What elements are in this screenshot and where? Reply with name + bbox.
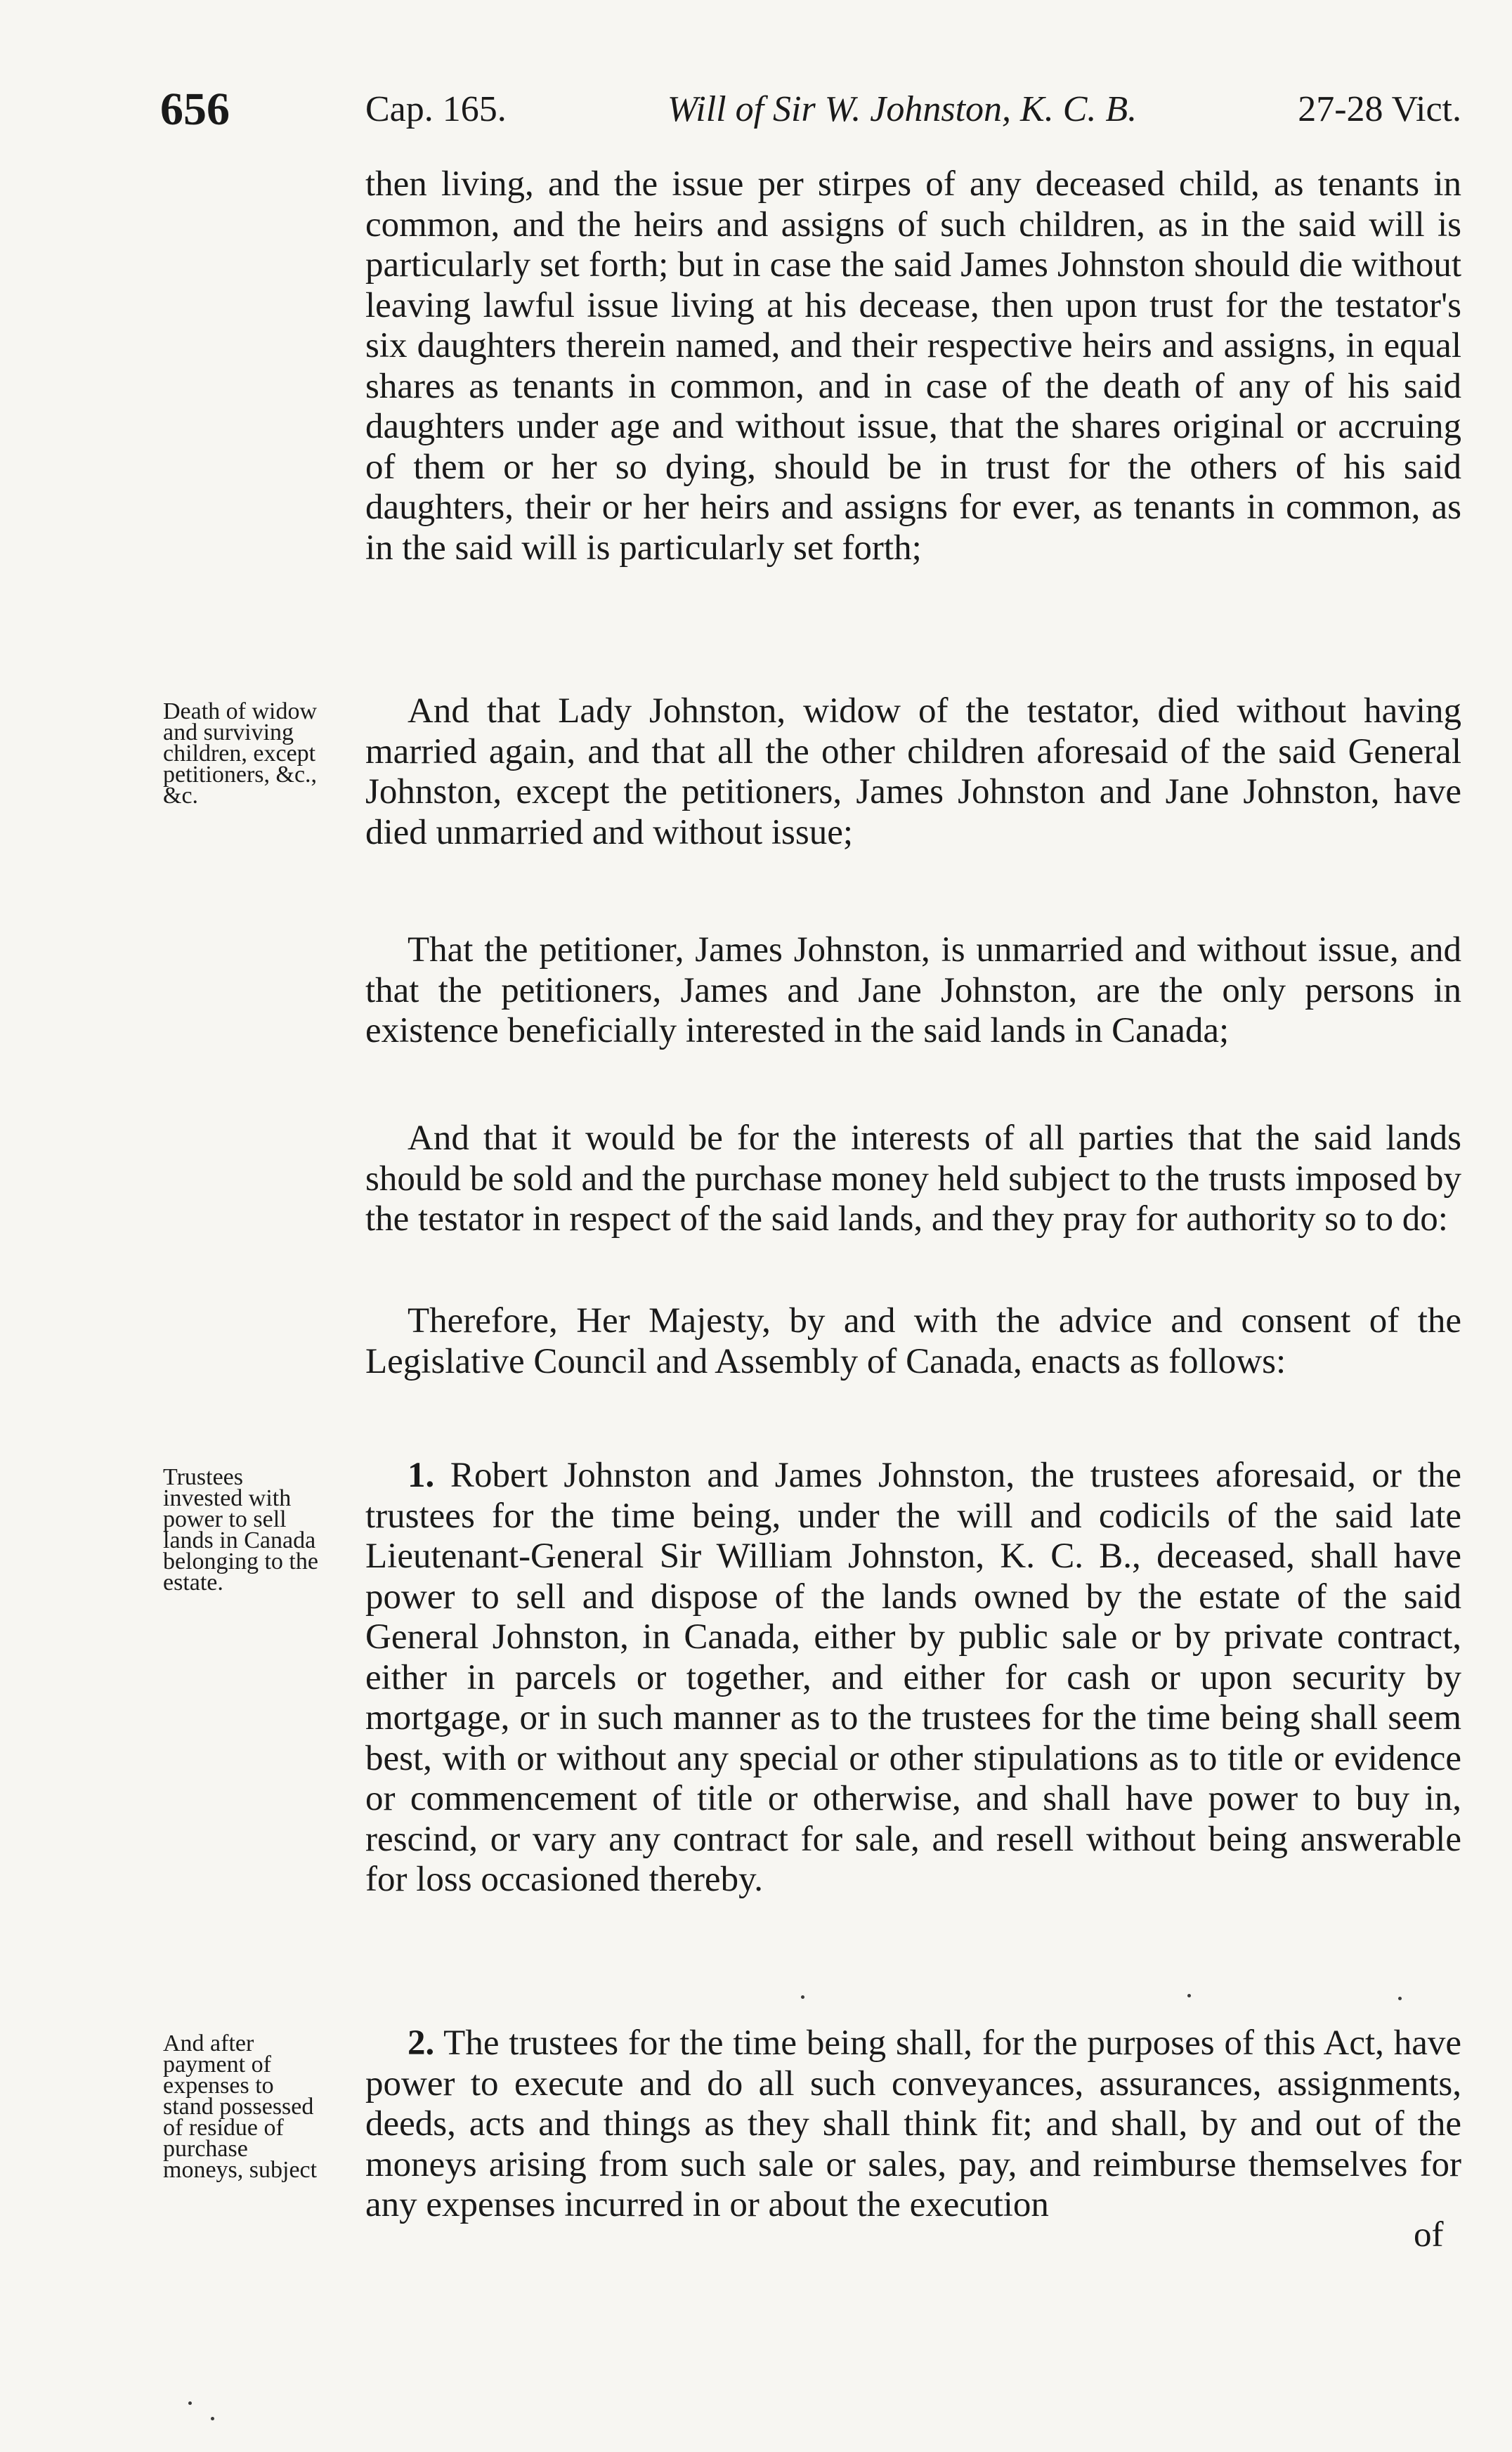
section-2 xyxy=(365,2023,1461,2226)
scan-speck xyxy=(1398,1997,1402,2000)
catchword: of xyxy=(1414,2215,1444,2255)
chapter-number: Cap. 165. xyxy=(365,89,507,129)
section-2-number: 2. xyxy=(408,2023,435,2063)
section-1-text: Robert Johnston and James Johnston, the trustees aforesaid, or the trustees for the time being, under the will and codicils of the said late Lieutenant-General Sir William Johnston, K. C. B., deceased, shall have power to sell and dispose of the lands owned by the estate of the said General Johnston, in Canada, either by public sale or by private contract, either in parcels or together, and either for cash or upon security by mortgage, or in such manner as to the trustees for the time being shall seem best, with or without any special or other stipulations as to title or evidence or commencement of title or otherwise, and shall have power to buy in, rescind, or vary any contract for sale, and resell without being answerable for loss occasioned thereby. xyxy=(365,1456,1461,1899)
paragraph-petitioner-unmarried: That the petitioner, James Johnston, is unmarried and without issue, and that the petitioners, James and Jane Johnston, are the only persons in existence beneficially interested in the said lands in Canada; xyxy=(365,930,1461,1050)
margin-note-death-of-widow: Death of widow and surviving children, except petitioners, &c., &c. xyxy=(163,698,318,809)
paragraph-interests-of-parties: And that it would be for the interests of all parties that the said lands should be sold and the purchase money held subject to the trusts imposed by the testator in respect of the said lands, and they pray for authority so to do: xyxy=(365,1119,1461,1239)
section-2-text: The trustees for the time being shall, for the purposes of this Act, have power to execute and do all such conveyances, assurances, assignments, deeds, acts and things as they shall think fit; and shall, by and out of the moneys arising from such sale or sales, pay, and reimburse themselves for any expenses incurred in or about the execution xyxy=(365,2023,1461,2224)
margin-note-payment-of-expenses: And after payment of expenses to stand possessed of residue of purchase moneys, subject xyxy=(163,2030,318,2183)
margin-note-trustees-power: Trustees invested with power to sell lands in Canada belonging to the estate. xyxy=(163,1464,318,1596)
scan-speck xyxy=(188,2401,192,2405)
paragraph-death-of-widow: And that Lady Johnston, widow of the testator, died without having married again, and that all the other children aforesaid of the said General Johnston, except the petitioners, James Johnston and Jane Johnston, have died unmarried and without issue; xyxy=(365,691,1461,852)
section-1-number: 1. xyxy=(408,1456,435,1495)
scan-speck xyxy=(801,1995,804,1999)
scan-speck xyxy=(1187,1994,1191,1997)
regnal-year: 27-28 Vict. xyxy=(1298,89,1461,129)
running-title: Will of Sir W. Johnston, K. C. B. xyxy=(667,89,1138,129)
paragraph-trust-continuation: then living, and the issue per stirpes of any deceased child, as tenants in common, and the heirs and assigns of such children, as in the said will is particularly set forth; but in case the said James Johnston should die without leaving lawful issue living at his decease, then upon trust for the testator's six daughters therein named, and their respective heirs and assigns, in equal shares as tenants in common, and in case of the death of any of his said daughters under age and without issue, that the shares original or accruing of them or her so dying, should be in trust for the others of his said daughters, their or her heirs and assigns for ever, as tenants in common, as in the said will is particularly set forth; xyxy=(365,164,1461,568)
section-1 xyxy=(365,1456,1461,1900)
scan-speck xyxy=(211,2417,214,2420)
paragraph-enacting-clause: Therefore, Her Majesty, by and with the advice and consent of the Legislative Council and Assembly of Canada, enacts as follows: xyxy=(365,1301,1461,1381)
running-head xyxy=(365,89,1461,130)
page-number: 656 xyxy=(160,84,230,135)
